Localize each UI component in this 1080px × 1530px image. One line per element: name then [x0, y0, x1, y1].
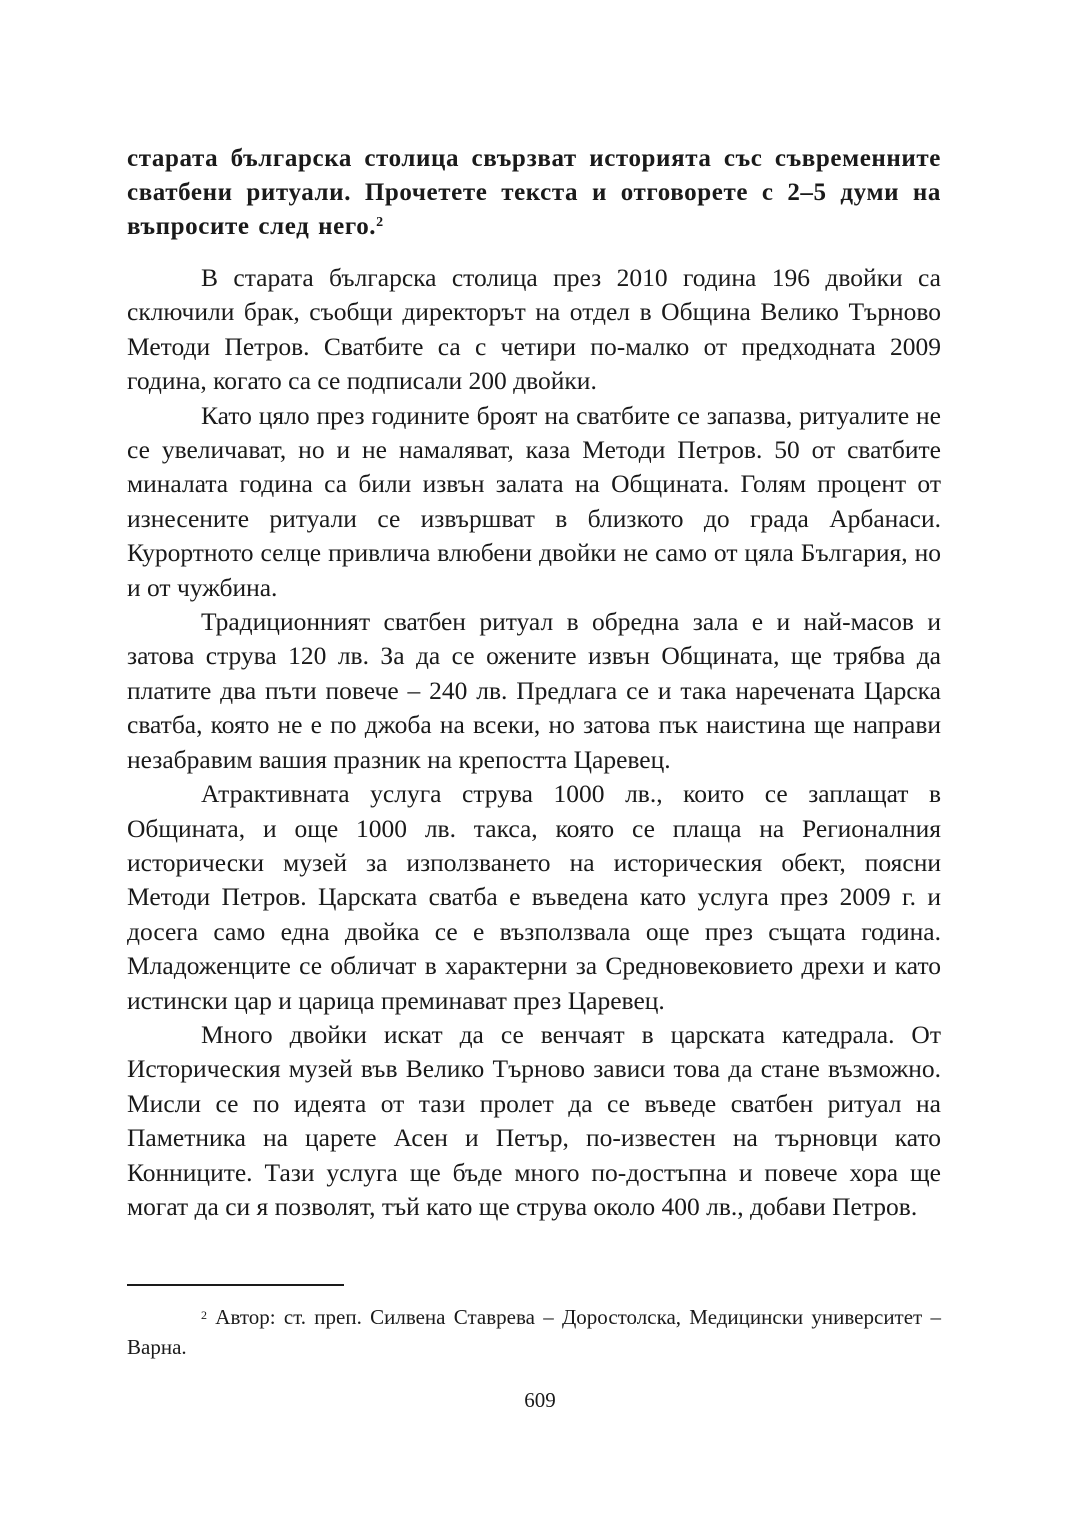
intro-text: старата българска столица свързват историята със съвременните сватбени ритуали. Прочетете текста и отговорете с 2–5 думи на въпросите след него. — [127, 145, 941, 240]
paragraph-4: Атрактивната услуга струва 1000 лв., които се заплащат в Общината, и още 1000 лв. такса, която се плаща на Регионалния исторически музей за използването на историческия обект, поясни Методи Петров. Царската сватба е въведена като услуга през 2009 г. и досега само една двойка се е възползвала още през същата година. Младоженците се обличат в характерни за Средновековието дрехи и като истински цар и царица преминават през Царевец. — [127, 779, 941, 1015]
paragraph-1: В старата българска столица през 2010 година 196 двойки са сключили брак, съобщи директорът на отдел в Община Велико Търново Методи Петров. Сватбите са с четири по-малко от предходната 2009 година, когато са се подписали 200 двойки. — [127, 263, 941, 396]
paragraph-3: Традиционният сватбен ритуал в обредна зала е и най-масов и затова струва 120 лв. За да се ожените извън Общината, ще трябва да платите два пъти повече – 240 лв. Предлага се и така наречената Царска сватба, която не е по джоба на всеки, но затова пък наистина ще направи незабравим вашия празник на крепостта Царевец. — [127, 607, 941, 774]
paragraph-2: Като цяло през годините броят на сватбите се запазва, ритуалите не се увеличават, но и не намаляват, каза Методи Петров. 50 от сватбите миналата година са били извън залата на Общината. Голям процент от изнесените ритуали се извършват в близкото до града Арбанаси. Курортното селце привлича влюбени двойки не само от цяла България, но и от чужбина. — [127, 400, 941, 602]
page-number: 609 — [524, 1388, 556, 1412]
footnote-number: 2 — [201, 1308, 207, 1322]
paragraph-5: Много двойки искат да се венчаят в царската катедрала. От Историческия музей във Велико Търново зависи това да стане възможно. Мисли се по идеята от тази пролет да се въведе сватбен ритуал на Паметника на царете Асен и Петър, по-известен на търновци като Конниците. Тази услуга ще бъде много по-достъпна и повече хора ще могат да си я позволят, тъй като ще струва около 400 лв., добави Петров. — [127, 1019, 941, 1221]
footnote — [127, 1302, 941, 1362]
page-body — [127, 142, 941, 1224]
footnote-text: Автор: ст. преп. Силвена Ставрева – Доростолска, Медицински университет – Варна. — [127, 1305, 941, 1359]
intro-instruction — [127, 142, 941, 244]
footnote-reference: 2 — [376, 215, 384, 230]
footnote-divider — [127, 1284, 344, 1286]
